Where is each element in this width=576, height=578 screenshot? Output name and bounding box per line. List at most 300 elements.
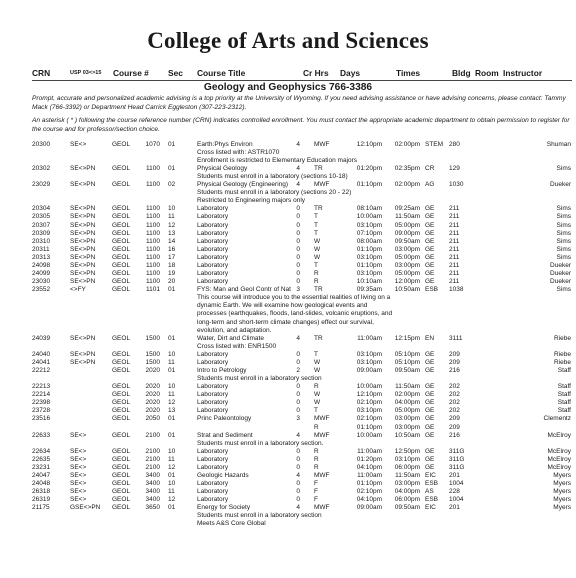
course-title-cell: Laboratory [197,213,229,221]
end-time-cell: 05:00pm [394,253,420,261]
crn-cell: 20302 [32,165,51,173]
instructor-cell: Staff [557,367,571,375]
crn-cell: 22635 [32,455,51,463]
credit-hours-cell: 0 [296,455,300,463]
subject-cell: GEOL [112,383,131,391]
course-number-cell: 1500 [145,351,160,359]
start-time-cell: 04:10pm [356,463,382,471]
usp-cell: SE<>PN [70,181,96,189]
subject-cell: GEOL [112,261,131,269]
instructor-cell: Sims [556,165,571,173]
table-row [0,367,576,375]
subject-cell: GEOL [112,359,131,367]
course-number-cell: 2100 [145,463,160,471]
end-time-cell: 05:10pm [394,351,420,359]
course-number-cell: 1070 [145,141,160,148]
subject-cell: GEOL [112,245,131,253]
crn-cell: 23231 [32,463,51,471]
room-cell: 201 [449,471,460,479]
table-row [0,254,576,262]
instructor-cell: Dueker [550,261,571,269]
usp-cell: SE<>PN [70,245,96,253]
course-note: Restricted to Engineering majors only [197,197,306,205]
days-cell: TR [314,205,323,213]
table-row [0,488,576,496]
room-cell: 202 [449,399,460,407]
section-cell: 17 [168,253,176,261]
subject-cell: GEOL [112,447,131,455]
usp-cell: SE<>PN [70,229,96,237]
days-cell: T [314,221,318,229]
table-row [0,262,576,270]
credit-hours-cell: 4 [296,504,300,511]
days-cell: T [314,229,318,237]
end-time-cell: 06:00pm [394,463,420,471]
instructor-cell: Staff [557,383,571,391]
table-row [0,222,576,230]
table-row [0,464,576,472]
start-time-cell: 10:10am [356,277,382,285]
usp-cell: SE<> [70,487,87,495]
end-time-cell: 04:00pm [394,399,420,407]
header-days: Days [340,68,361,78]
section-cell: 13 [168,407,176,415]
usp-cell: SE<>PN [70,237,96,245]
table-row [0,383,576,391]
course-title-cell: Laboratory [197,455,229,463]
table-row [0,407,576,415]
course-number-cell: 1500 [145,334,160,342]
course-title-cell: Laboratory [197,253,229,261]
room-cell: 280 [449,141,460,148]
building-cell: GE [425,213,435,221]
header-room: Room [475,68,499,78]
start-time-cell: 02:10pm [356,399,382,407]
building-cell: ESB [425,495,439,503]
instructor-cell: Myers [553,504,571,511]
table-row [0,496,576,504]
usp-cell: SE<>PN [70,253,96,261]
days-cell: R [314,463,319,471]
building-cell: GE [425,407,435,415]
room-cell: 216 [449,431,460,439]
usp-cell: SE<> [70,495,87,503]
building-cell: ESB [425,285,439,293]
course-number-cell: 1100 [146,229,160,237]
room-cell: 211 [449,237,460,245]
table-row [0,205,576,213]
subject-cell: GEOL [112,487,131,495]
start-time-cell: 11:00am [357,447,382,455]
end-time-cell: 03:10pm [394,455,420,463]
days-cell: R [314,423,319,431]
section-cell: 12 [168,495,176,503]
usp-cell: SE<> [70,471,87,479]
building-cell: GE [425,455,435,463]
subject-cell: GEOL [112,165,131,173]
building-cell: GE [425,351,435,359]
room-cell: 228 [449,487,460,495]
course-title-cell: Physical Geology [197,165,248,173]
room-cell: 202 [449,391,460,399]
crn-cell: 22212 [32,367,51,375]
days-cell: F [314,487,318,495]
course-title-cell: Laboratory [197,221,229,229]
header-crn: CRN [32,68,51,78]
subject-cell: GEOL [112,479,131,487]
end-time-cell: 11:50am [395,213,420,221]
course-title-cell: Laboratory [197,487,229,495]
building-cell: GE [425,269,435,277]
room-cell: 311G [449,455,465,463]
usp-cell: SE<> [70,463,87,471]
start-time-cell: 09:00am [356,504,382,511]
section-cell: 01 [168,165,176,173]
usp-cell: SE<> [70,447,87,455]
end-time-cell: 03:00pm [394,479,420,487]
start-time-cell: 10:00am [356,431,382,439]
instructor-cell: Myers [553,487,571,495]
section-cell: 01 [168,334,176,342]
building-cell: GE [425,447,435,455]
start-time-cell: 02:10pm [356,487,382,495]
end-time-cell: 05:00pm [394,269,420,277]
end-time-cell: 10:50am [394,431,420,439]
usp-cell: SE<>PN [70,205,96,213]
header-bldg: Bldg [452,68,471,78]
course-note: Students must enroll in a laboratory section [197,375,322,383]
credit-hours-cell: 0 [296,407,300,415]
building-cell: GE [425,367,435,375]
section-cell: 14 [168,237,176,245]
instructor-cell: Dueker [550,269,571,277]
room-cell: 201 [449,504,460,511]
course-title-cell: Laboratory [197,447,229,455]
crn-cell: 23029 [32,181,51,189]
building-cell: GE [425,253,435,261]
subject-cell: GEOL [112,399,131,407]
instructor-cell: Staff [557,391,571,399]
course-description: This course will introduce you to the essential realities of living on a dynamic Earth. We will examine how geological events and processes (earthquakes, floods, land-slides, volcanic eruptions, and long-term and short-term climate changes) effect our survival, evolution, and adaptation. [197,293,393,334]
course-note: Meets A&S Core Global [197,520,266,528]
end-time-cell: 09:50am [394,367,420,375]
section-cell: 12 [168,221,176,229]
building-cell: AS [425,487,434,495]
building-cell: EN [425,334,435,342]
days-cell: R [314,383,319,391]
course-number-cell: 3400 [145,479,160,487]
course-number-cell: 3650 [145,504,160,511]
section-cell: 01 [168,471,176,479]
days-cell: MWF [314,431,330,439]
header-times: Times [396,68,421,78]
start-time-cell: 04:10pm [356,495,382,503]
course-title-cell: Laboratory [197,391,229,399]
table-row [0,399,576,407]
building-cell: GE [425,237,435,245]
course-number-cell: 3400 [145,487,160,495]
enrollment-note: An asterisk ( * ) following the course reference number (CRN) indicates controlled enrollment. You must contact the appropriate academic department to obtain permission to register for the course and for professor/section choice. [32,117,570,133]
start-time-cell: 01:10pm [356,245,382,253]
section-cell: 01 [168,415,176,423]
table-row [0,141,576,149]
days-cell: W [314,253,321,261]
table-row [0,286,576,294]
room-cell: 1038 [449,285,464,293]
course-number-cell: 1101 [146,285,160,293]
instructor-cell: McElroy [547,431,571,439]
subject-cell: GEOL [112,237,131,245]
table-row [0,448,576,456]
instructor-cell: Staff [557,399,571,407]
section-cell: 01 [168,431,176,439]
header-course: Course # [113,68,149,78]
advising-note: Prompt, accurate and personalized academic advising is a top priority at the University of Wyoming. If you need advising assistance or have advising concerns, please contact: Tammy Mack (766-3392) or Department Head Carrick Eggleston (307-223-2312). [32,95,566,111]
course-number-cell: 1100 [146,237,160,245]
end-time-cell: 05:00pm [394,407,420,415]
instructor-cell: Myers [553,471,571,479]
table-row [0,504,576,512]
crn-cell: 22213 [32,383,51,391]
building-cell: EIC [425,471,436,479]
header-course-title: Course Title [197,68,246,78]
crn-cell: 23728 [32,407,51,415]
start-time-cell: 01:20pm [356,455,382,463]
course-number-cell: 3400 [145,495,160,503]
start-time-cell: 02:10pm [356,415,382,423]
room-cell: 1030 [449,181,464,189]
course-title-cell: Laboratory [197,277,229,285]
course-number-cell: 2020 [145,399,160,407]
course-title-cell: Physical Geology (Engineering) [197,181,289,189]
credit-hours-cell: 4 [296,431,300,439]
instructor-cell: Sims [556,221,571,229]
course-title-cell: Laboratory [197,383,229,391]
room-cell: 211 [449,253,460,261]
table-row [0,213,576,221]
table-row [0,472,576,480]
start-time-cell: 12:10pm [356,391,382,399]
room-cell: 211 [449,213,460,221]
end-time-cell: 12:00pm [394,277,420,285]
section-cell: 01 [168,367,176,375]
usp-cell: SE<>PN [70,359,96,367]
course-title-cell: Geologic Hazards [197,471,249,479]
room-cell: 209 [449,415,460,423]
instructor-cell: Sims [556,285,571,293]
instructor-cell: Riebe [554,334,571,342]
course-title-cell: Laboratory [197,261,229,269]
subject-cell: GEOL [112,334,131,342]
crn-cell: 22214 [32,391,51,399]
instructor-cell: McElroy [547,455,571,463]
table-row [0,424,576,432]
section-cell: 01 [168,141,176,148]
building-cell: GE [425,423,435,431]
crn-cell: 23516 [32,415,51,423]
credit-hours-cell: 0 [296,269,300,277]
end-time-cell: 02:00pm [394,181,420,189]
days-cell: W [314,391,321,399]
course-title-cell: Princ Paleontology [197,415,252,423]
course-note: Students must enroll in a laboratory (sections 20 - 22) [197,189,352,197]
course-note: Students must enroll in a laboratory section. [197,439,324,447]
crn-cell: 26318 [32,487,51,495]
days-cell: TR [314,165,323,173]
building-cell: GE [425,221,435,229]
subject-cell: GEOL [112,391,131,399]
building-cell: STEM [425,141,444,148]
start-time-cell: 01:10pm [356,423,382,431]
instructor-cell: Sims [556,245,571,253]
days-cell: MWF [314,504,330,511]
section-cell: 11 [168,487,175,495]
course-number-cell: 2100 [145,455,160,463]
usp-cell: SE<> [70,455,87,463]
days-cell: R [314,269,319,277]
days-cell: T [314,261,318,269]
subject-cell: GEOL [112,269,131,277]
days-cell: MWF [314,415,330,423]
table-row [0,230,576,238]
table-row [0,238,576,246]
usp-cell: SE<>PN [70,269,96,277]
course-title-cell: Laboratory [197,229,229,237]
course-title-cell: Laboratory [197,359,229,367]
end-time-cell: 04:00pm [394,487,420,495]
section-cell: 10 [168,351,176,359]
room-cell: 311G [449,447,465,455]
instructor-cell: Riebe [554,359,571,367]
course-number-cell: 1500 [145,359,160,367]
building-cell: GE [425,391,435,399]
end-time-cell: 09:50am [394,237,420,245]
building-cell: ESB [425,479,439,487]
credit-hours-cell: 4 [296,471,300,479]
building-cell: GE [425,261,435,269]
credit-hours-cell: 0 [296,277,300,285]
instructor-cell: Sims [556,229,571,237]
subject-cell: GEOL [112,141,131,148]
course-number-cell: 2020 [145,391,160,399]
subject-cell: GEOL [112,431,131,439]
crn-cell: 24041 [32,359,51,367]
course-number-cell: 2020 [145,407,160,415]
instructor-cell: Sims [556,205,571,213]
end-time-cell: 11:50am [395,383,420,391]
room-cell: 209 [449,351,460,359]
credit-hours-cell: 4 [296,141,300,148]
days-cell: W [314,237,321,245]
crn-cell: 21175 [32,504,50,511]
course-note: Cross listed with: ASTR1070 [197,149,280,157]
course-number-cell: 1100 [146,269,160,277]
start-time-cell: 01:10pm [356,261,382,269]
section-cell: 10 [168,447,176,455]
crn-cell: 20304 [32,205,51,213]
usp-cell: SE<>PN [70,213,96,221]
section-cell: 10 [168,479,176,487]
building-cell: GE [425,229,435,237]
table-row [0,432,576,440]
course-number-cell: 1100 [146,181,160,189]
days-cell: F [314,479,318,487]
course-title-cell: Laboratory [197,205,229,213]
building-cell: GE [425,277,435,285]
subject-cell: GEOL [112,253,131,261]
credit-hours-cell: 4 [296,334,300,342]
end-time-cell: 03:00pm [394,261,420,269]
credit-hours-cell: 0 [296,399,300,407]
credit-hours-cell: 0 [296,463,300,471]
course-title-cell: Laboratory [197,479,229,487]
section-cell: 11 [168,455,175,463]
start-time-cell: 08:00am [356,237,382,245]
crn-cell: 22398 [32,399,51,407]
subject-cell: GEOL [112,351,131,359]
subject-cell: GEOL [112,229,131,237]
course-title-cell: Laboratory [197,495,229,503]
start-time-cell: 01:10pm [356,479,382,487]
start-time-cell: 03:10pm [356,221,382,229]
credit-hours-cell: 0 [296,253,300,261]
room-cell: 202 [449,383,460,391]
end-time-cell: 02:35pm [394,165,420,173]
building-cell: GE [425,399,435,407]
credit-hours-cell: 0 [296,237,300,245]
instructor-cell: Dueker [550,277,571,285]
crn-cell: 20300 [32,141,51,148]
course-title-cell: Laboratory [197,269,229,277]
subject-cell: GEOL [112,221,131,229]
room-cell: 129 [449,165,460,173]
room-cell: 202 [449,407,460,415]
days-cell: TR [314,334,323,342]
course-number-cell: 1100 [146,245,160,253]
course-number-cell: 3400 [145,471,160,479]
subject-cell: GEOL [112,495,131,503]
instructor-cell: Riebe [554,351,571,359]
crn-cell: 24047 [32,471,51,479]
crn-cell: 24099 [32,269,51,277]
end-time-cell: 09:00pm [394,229,420,237]
usp-cell: SE<> [70,141,87,148]
table-row [0,415,576,423]
subject-heading: Geology and Geophysics 766-3386 [203,82,373,93]
start-time-cell: 11:00am [357,471,382,479]
course-number-cell: 1100 [146,165,160,173]
days-cell: R [314,455,319,463]
credit-hours-cell: 0 [296,229,300,237]
instructor-cell: McElroy [547,447,571,455]
crn-cell: 20305 [32,213,51,221]
section-cell: 01 [168,285,176,293]
subject-cell: GEOL [112,463,131,471]
room-cell: 209 [449,359,460,367]
header-rule [32,80,572,81]
usp-cell: <>FY [70,285,86,293]
usp-cell: SE<>PN [70,334,96,342]
room-cell: 211 [449,221,460,229]
course-title-cell: Intro to Petrology [197,367,247,375]
crn-cell: 20309 [32,229,51,237]
section-cell: 10 [168,205,176,213]
end-time-cell: 10:50am [394,285,420,293]
start-time-cell: 09:00am [356,367,382,375]
days-cell: R [314,447,319,455]
course-number-cell: 1100 [146,221,160,229]
subject-cell: GEOL [112,471,131,479]
